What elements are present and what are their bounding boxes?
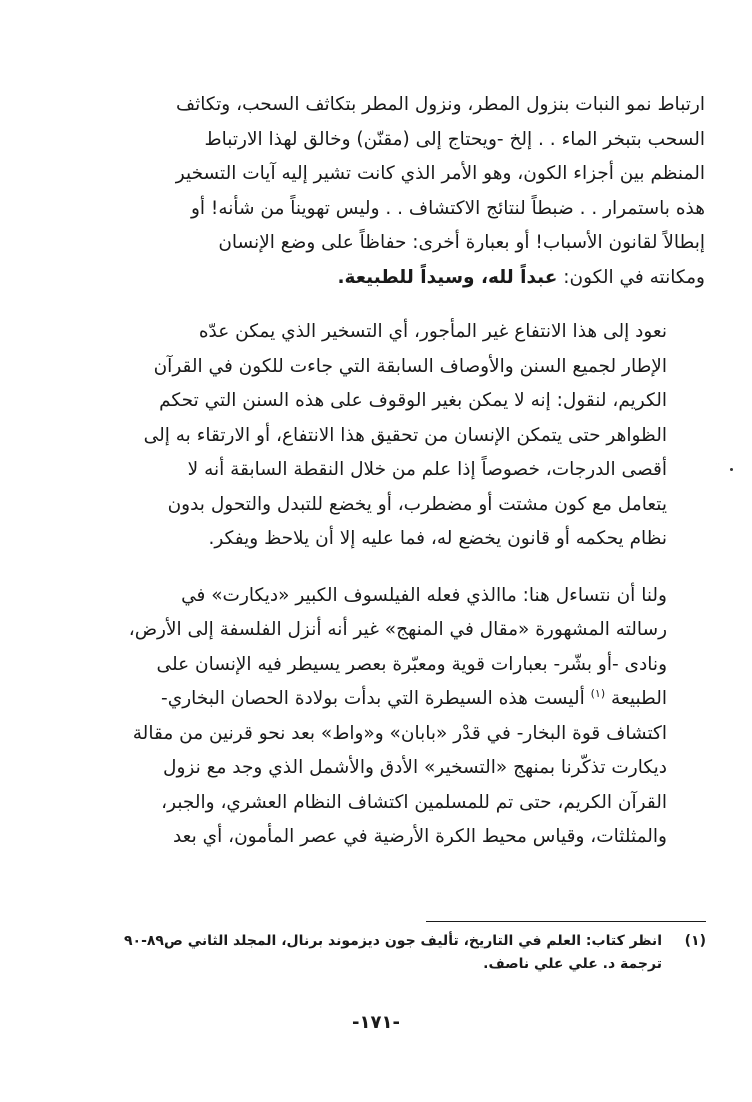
text-line-with-footnote	[50, 682, 705, 717]
text-line: ونادى -أو بشّر- بعبارات قوية ومعبّرة بعصر يسيطر فيه الإنسان على	[156, 653, 667, 675]
text-line: أقصى الدرجات، خصوصاً إذا علم من خلال النقطة السابقة أنه لا	[187, 459, 667, 480]
text-line: ولنا أن نتساءل هنا: ماالذي فعله الفيلسوف الكبير «ديكارت» في	[181, 584, 667, 606]
text-line: إبطالاً لقانون الأسباب! أو بعبارة أخرى: حفاظاً على وضع الإنسان	[218, 232, 705, 253]
footnotes	[60, 930, 706, 976]
footnote-reference: (١)	[590, 686, 606, 700]
paragraph-1	[50, 88, 705, 295]
footnote-line: ترجمة د. علي علي ناصف.	[483, 956, 662, 972]
bold-phrase: عبداً لله، وسيداً للطبيعة.	[337, 266, 558, 288]
text-line: الكريم، لنقول: إنه لا يمكن بغير الوقوف على هذه السنن التي تحكم	[159, 390, 667, 411]
body-text	[50, 88, 705, 855]
text-line: الإطار لجميع السنن والأوصاف السابقة التي جاءت للكون في القرآن	[153, 355, 667, 377]
text-line: السحب بتبخر الماء . . إلخ -ويحتاج إلى (مقنّن) وخالق لهذا الارتباط	[204, 128, 705, 150]
text-line: الظواهر حتى يتمكن الإنسان من تحقيق هذا الانتفاع، أو الارتقاء به إلى	[143, 424, 667, 446]
text-line: اكتشاف قوة البخار- في قدْر «بابان» و«واط» بعد نحو قرنين من مقالة	[132, 722, 667, 744]
scan-speck	[730, 468, 733, 471]
text-line: والمثلثات، وقياس محيط الكرة الأرضية في عصر المأمون، أي بعد	[172, 826, 667, 847]
paragraph-2	[50, 315, 705, 557]
text-fragment: الطبيعة	[611, 688, 667, 709]
text-line: ارتباط نمو النبات بنزول المطر، ونزول المطر بتكاثف السحب، وتكاثف	[175, 94, 705, 115]
footnote-divider	[426, 921, 706, 922]
footnote-number: (١)	[684, 933, 706, 949]
text-fragment: أليست هذه السيطرة التي بدأت بولادة الحصان البخاري-	[161, 688, 585, 709]
footnote-line: انظر كتاب: العلم في التاريخ، تأليف جون ديزموند برنال، المجلد الثاني ص٨٩-٩٠	[123, 933, 662, 949]
text-line: يتعامل مع كون مشتت أو مضطرب، أو يخضع للتبدل والتحول بدون	[167, 493, 667, 515]
text-line: نظام يحكمه أو قانون يخضع له، فما عليه إلا أن يلاحظ ويفكر.	[208, 528, 667, 549]
text-line: ديكارت تذكّرنا بمنهج «التسخير» الأدق والأشمل الذي وجد مع نزول	[163, 757, 667, 778]
text-fragment: ومكانته في الكون:	[563, 266, 705, 288]
text-line: نعود إلى هذا الانتفاع غير المأجور، أي التسخير الذي يمكن عدّه	[198, 321, 667, 342]
text-line: رسالته المشهورة «مقال في المنهج» غير أنه أنزل الفلسفة إلى الأرض،	[128, 619, 667, 640]
text-line: القرآن الكريم، حتى تم للمسلمين اكتشاف النظام العشري، والجبر،	[161, 791, 667, 813]
text-line: هذه باستمرار . . ضبطاً لنتائج الاكتشاف . . وليس تهويناً من شأنه! أو	[190, 197, 705, 219]
footnote-1	[60, 930, 706, 976]
text-line: المنظم بين أجزاء الكون، وهو الأمر الذي كانت تشير إليه آيات التسخير	[175, 163, 705, 184]
page-number: -١٧١-	[352, 1012, 400, 1033]
paragraph-3	[50, 579, 705, 855]
footnote-text	[60, 930, 662, 976]
text-line-last	[50, 261, 705, 296]
